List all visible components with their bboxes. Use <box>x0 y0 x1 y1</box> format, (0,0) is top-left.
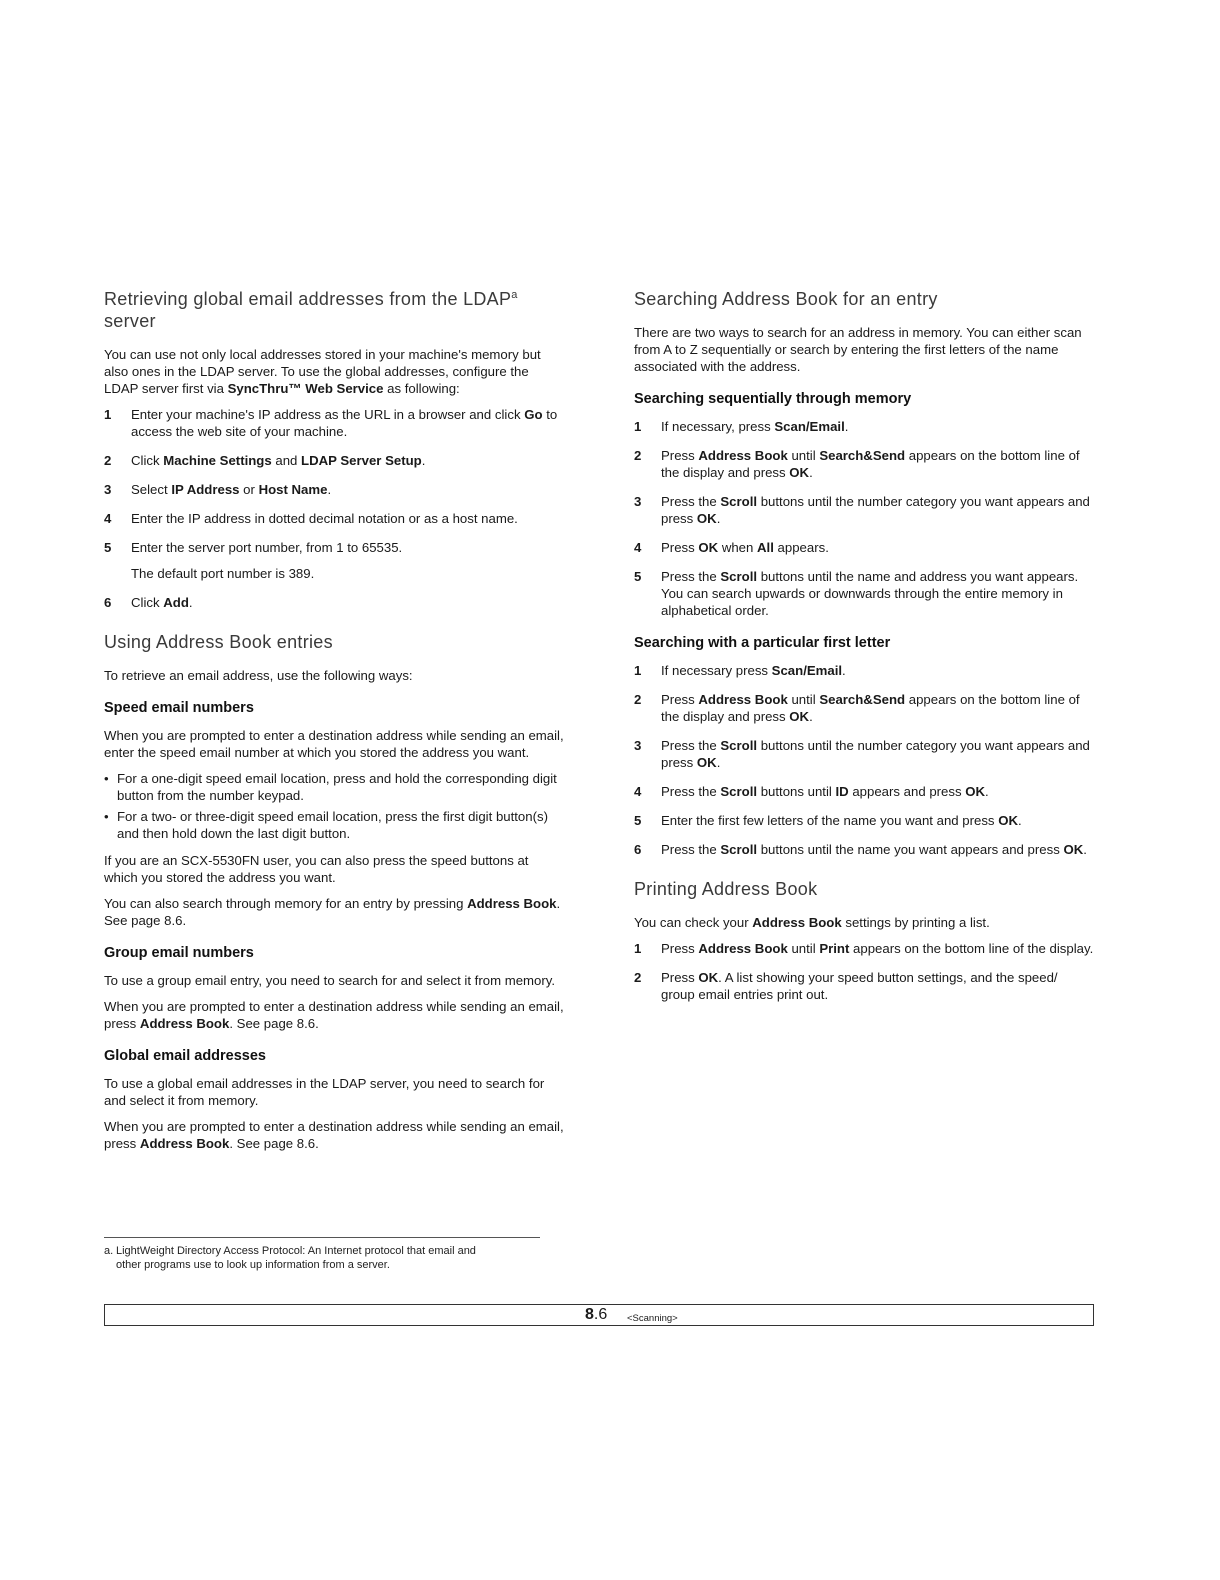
page-number: 8.6 <box>585 1306 608 1323</box>
footnote: a. LightWeight Directory Access Protocol: An Internet protocol that email and other programs use to look up information from a server. <box>104 1237 540 1272</box>
global-paragraph-1: To use a global email addresses in the LDAP server, you need to search for and select it from memory. <box>104 1076 545 1108</box>
first-letter-steps <box>634 662 1094 858</box>
list-item: 5 Press the Scroll buttons until the name and address you want appears. You can search upwards or downwards through the entire memory in alphabetical order. <box>634 569 1079 618</box>
list-item: 2 Click Machine Settings and LDAP Server Setup. <box>104 453 426 468</box>
list-item: 4 Press OK when All appears. <box>634 540 829 555</box>
ldap-intro: You can use not only local addresses stored in your machine's memory but also ones in the LDAP server. To use the global addresses, configure the LDAP server first via SyncThru™ Web Service as following: <box>104 347 541 396</box>
global-paragraph-2: When you are prompted to enter a destination address while sending an email, press Address Book. See page 8.6. <box>104 1119 564 1151</box>
group-paragraph-1: To use a group email entry, you need to search for and select it from memory. <box>104 973 556 988</box>
speed-email-heading: Speed email numbers <box>104 700 254 716</box>
ldap-section-title: Retrieving global email addresses from the LDAP$^a$ server <box>104 289 518 331</box>
left-column <box>104 288 564 1161</box>
list-item: 6 Click Add. <box>104 595 193 610</box>
speed-paragraph-2: If you are an SCX-5530FN user, you can also press the speed buttons at which you stored the address you want. <box>104 853 529 885</box>
list-item: 4 Press the Scroll buttons until ID appears and press OK. <box>634 784 989 799</box>
list-item: 2 Press OK. A list showing your speed button settings, and the speed/ group email entries print out. <box>634 970 1058 1002</box>
group-paragraph-2: When you are prompted to enter a destination address while sending an email, press Address Book. See page 8.6. <box>104 999 564 1031</box>
speed-bullets <box>104 770 564 842</box>
list-item: 3 Press the Scroll buttons until the number category you want appears and press OK. <box>634 494 1090 526</box>
list-item: 2 Press Address Book until Search&Send appears on the bottom line of the display and press OK. <box>634 692 1080 724</box>
list-item: 1 If necessary, press Scan/Email. <box>634 419 849 434</box>
group-email-heading: Group email numbers <box>104 945 254 961</box>
list-item: 3 Select IP Address or Host Name. <box>104 482 332 497</box>
list-item: 1 If necessary press Scan/Email. <box>634 663 846 678</box>
sequential-steps <box>634 418 1094 619</box>
sequential-search-heading: Searching sequentially through memory <box>634 391 912 407</box>
list-item: 6 Press the Scroll buttons until the name you want appears and press OK. <box>634 842 1087 857</box>
list-item: 5 Enter the first few letters of the name you want and press OK. <box>634 813 1022 828</box>
list-item: 4 Enter the IP address in dotted decimal notation or as a host name. <box>104 511 518 526</box>
speed-paragraph-3: You can also search through memory for an entry by pressing Address Book. See page 8.6. <box>104 896 561 928</box>
search-intro: There are two ways to search for an address in memory. You can either scan from A to Z sequentially or search by entering the first letters of the name associated with the address. <box>634 325 1082 374</box>
footnote-ref: a <box>511 289 518 301</box>
printing-intro: You can check your Address Book settings by printing a list. <box>634 915 990 930</box>
list-item: 1 Press Address Book until Print appears on the bottom line of the display. <box>634 941 1094 956</box>
printing-steps <box>634 940 1094 1003</box>
list-item: 2 Press Address Book until Search&Send appears on the bottom line of the display and press OK. <box>634 448 1080 480</box>
search-section-title: Searching Address Book for an entry <box>634 289 938 309</box>
list-item: 5 Enter the server port number, from 1 to 65535. The default port number is 389. <box>104 540 403 581</box>
speed-paragraph-1: When you are prompted to enter a destination address while sending an email, enter the speed email number at which you stored the address you want. <box>104 728 564 760</box>
using-section-title: Using Address Book entries <box>104 632 333 652</box>
ldap-steps <box>104 406 564 611</box>
right-column <box>634 288 1094 1015</box>
using-intro: To retrieve an email address, use the following ways: <box>104 668 413 683</box>
list-item: 3 Press the Scroll buttons until the number category you want appears and press OK. <box>634 738 1090 770</box>
printing-section-title: Printing Address Book <box>634 879 818 899</box>
list-item: • For a one-digit speed email location, press and hold the corresponding digit button from the number keypad. <box>104 771 557 803</box>
global-email-heading: Global email addresses <box>104 1048 266 1064</box>
list-item: • For a two- or three-digit speed email location, press the first digit button(s) and then hold down the last digit button. <box>104 809 548 841</box>
page-footer <box>104 1304 1094 1326</box>
list-item: 1 Enter your machine's IP address as the URL in a browser and click Go to access the web site of your machine. <box>104 407 558 439</box>
first-letter-search-heading: Searching with a particular first letter <box>634 635 891 651</box>
chapter-label: <Scanning> <box>627 1313 678 1324</box>
